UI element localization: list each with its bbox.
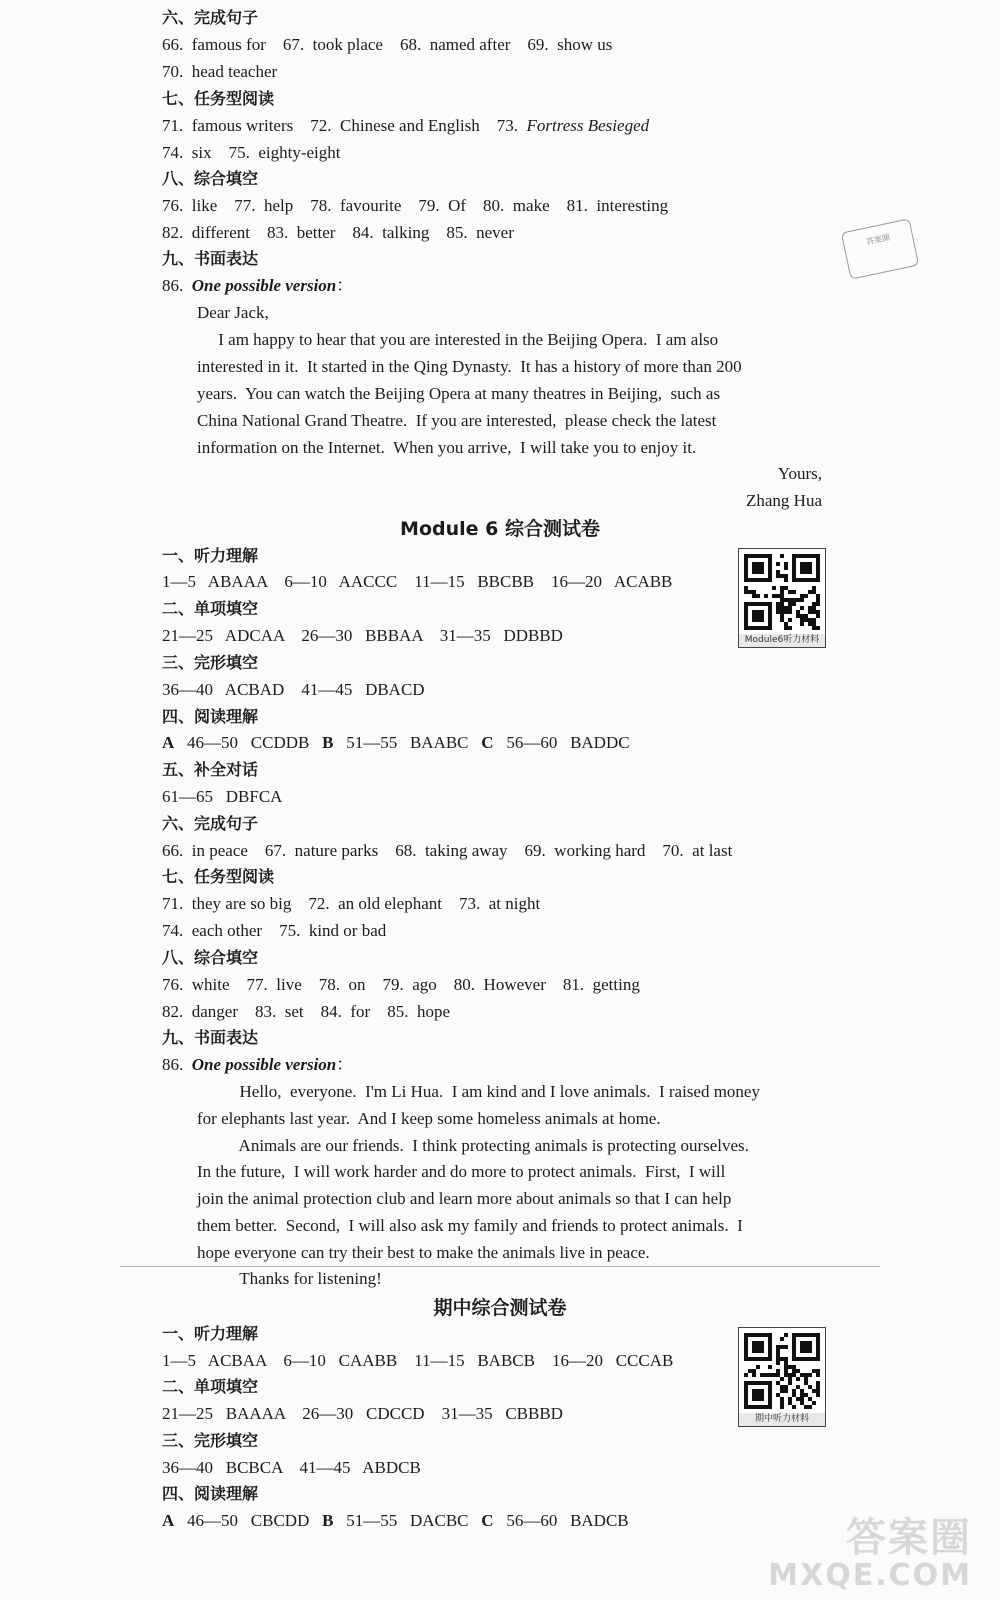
essay-label-line: [162, 275, 353, 297]
divider: [120, 1266, 880, 1267]
section-heading: 六、完成句子: [162, 8, 259, 27]
passage-label: B: [322, 1511, 334, 1530]
section-heading: 七、任务型阅读: [162, 867, 275, 886]
answer-text: 71. famous writers 72. Chinese and English 73.: [162, 116, 527, 135]
section-heading: 二、单项填空: [162, 599, 259, 618]
essay-label: One possible version: [191, 1055, 337, 1074]
essay-label: One possible version: [191, 276, 337, 295]
watermark-logo: [768, 1516, 972, 1592]
section-heading: 二、单项填空: [162, 1377, 259, 1396]
answer-line: 36—40 ACBAD 41—45 DBACD: [162, 680, 425, 699]
answer-line: 21—25 BAAAA 26—30 CDCCD 31—35 CBBBD: [162, 1404, 563, 1423]
essay-line: In the future, I will work harder and do more to protect animals. First, I will: [197, 1162, 726, 1181]
section-heading: 四、阅读理解: [162, 1484, 259, 1503]
section-heading: 一、听力理解: [162, 1324, 259, 1343]
section-heading: 七、任务型阅读: [162, 89, 275, 108]
module-title: Module 6 综合测试卷: [400, 518, 600, 540]
stamp-text: 答案圈: [865, 232, 891, 247]
answer-line: [162, 732, 630, 754]
section-heading: 八、综合填空: [162, 948, 259, 967]
section-heading: 六、完成句子: [162, 814, 259, 833]
answer-line: 74. each other 75. kind or bad: [162, 921, 387, 940]
qr-label: 期中听力材料: [739, 1413, 825, 1426]
section-heading: 四、阅读理解: [162, 707, 259, 726]
essay-label-colon: ：: [336, 1055, 354, 1074]
essay-line: Animals are our friends. I think protecting animals is protecting ourselves.: [197, 1136, 749, 1155]
section-heading: 三、完形填空: [162, 653, 259, 672]
answer-text: 46—50 CBCDD: [174, 1511, 323, 1530]
passage-label: B: [322, 733, 334, 752]
qr-label: Module6听力材料: [739, 634, 825, 647]
letter-line: years. You can watch the Beijing Opera at many theatres in Beijing, such as: [197, 384, 721, 403]
letter-line: information on the Internet. When you arrive, I will take you to enjoy it.: [197, 438, 697, 457]
section-heading: 九、书面表达: [162, 249, 259, 268]
qr-code[interactable]: [738, 548, 826, 648]
answer-line: 76. white 77. live 78. on 79. ago 80. However 81. getting: [162, 975, 640, 994]
answer-line: 66. famous for 67. took place 68. named after 69. show us: [162, 35, 613, 54]
answer-line: 74. six 75. eighty-eight: [162, 143, 341, 162]
exam-title: 期中综合测试卷: [433, 1297, 567, 1319]
answer-text: 51—55 BAABC: [333, 733, 482, 752]
qr-code-icon: [744, 1333, 820, 1409]
answer-line: 76. like 77. help 78. favourite 79. Of 80. make 81. interesting: [162, 196, 669, 215]
passage-label: C: [481, 733, 494, 752]
passage-label: C: [481, 1511, 494, 1530]
section-heading: 一、听力理解: [162, 546, 259, 565]
qr-code[interactable]: [738, 1327, 826, 1427]
watermark-url: MXQE.COM: [768, 1558, 972, 1593]
answer-line: [162, 1510, 629, 1532]
essay-line: hope everyone can try their best to make the animals live in peace.: [197, 1243, 650, 1262]
passage-label: A: [162, 733, 175, 752]
book-title: Fortress Besieged: [526, 116, 650, 135]
answer-line: [162, 115, 649, 137]
letter-line: China National Grand Theatre. If you are interested, please check the latest: [197, 411, 717, 430]
essay-line: for elephants last year. And I keep some homeless animals at home.: [197, 1109, 661, 1128]
answer-line: 36—40 BCBCA 41—45 ABDCB: [162, 1458, 421, 1477]
answer-text: 51—55 DACBC: [333, 1511, 482, 1530]
letter-closing: Yours,: [777, 464, 822, 483]
answer-line: 82. different 83. better 84. talking 85. never: [162, 223, 514, 242]
section-heading: 三、完形填空: [162, 1431, 259, 1450]
letter-signature: Zhang Hua: [745, 491, 822, 510]
section-heading: 九、书面表达: [162, 1028, 259, 1047]
letter-greeting: Dear Jack,: [197, 303, 269, 322]
answer-text: 56—60 BADDC: [493, 733, 630, 752]
question-number: 86.: [162, 1055, 192, 1074]
answer-text: 56—60 BADCB: [493, 1511, 629, 1530]
passage-label: A: [162, 1511, 175, 1530]
section-heading: 八、综合填空: [162, 169, 259, 188]
section-heading: 五、补全对话: [162, 760, 259, 779]
essay-line: them better. Second, I will also ask my family and friends to protect animals. I: [197, 1216, 743, 1235]
essay-line: Thanks for listening!: [197, 1269, 382, 1288]
letter-line: interested in it. It started in the Qing Dynasty. It has a history of more than 200: [197, 357, 742, 376]
answer-line: 82. danger 83. set 84. for 85. hope: [162, 1002, 451, 1021]
answer-line: 66. in peace 67. nature parks 68. taking away 69. working hard 70. at last: [162, 841, 733, 860]
answer-line: 70. head teacher: [162, 62, 278, 81]
answer-line: 1—5 ACBAA 6—10 CAABB 11—15 BABCB 16—20 CCCAB: [162, 1351, 674, 1370]
letter-line: I am happy to hear that you are interested in the Beijing Opera. I am also: [197, 330, 719, 349]
essay-line: Hello, everyone. I'm Li Hua. I am kind and I love animals. I raised money: [197, 1082, 760, 1101]
essay-label-line: [162, 1054, 353, 1076]
watermark-text: 答案圈: [846, 1515, 972, 1561]
stamp-logo: [841, 218, 919, 280]
essay-line: join the animal protection club and learn more about animals so that I can help: [197, 1189, 732, 1208]
question-number: 86.: [162, 276, 192, 295]
qr-code-icon: [744, 554, 820, 630]
answer-line: 1—5 ABAAA 6—10 AACCC 11—15 BBCBB 16—20 ACABB: [162, 572, 673, 591]
answer-line: 61—65 DBFCA: [162, 787, 283, 806]
answer-text: 46—50 CCDDB: [174, 733, 323, 752]
answer-line: 21—25 ADCAA 26—30 BBBAA 31—35 DDBBD: [162, 626, 563, 645]
essay-label-colon: ：: [336, 276, 354, 295]
answer-line: 71. they are so big 72. an old elephant 73. at night: [162, 894, 541, 913]
